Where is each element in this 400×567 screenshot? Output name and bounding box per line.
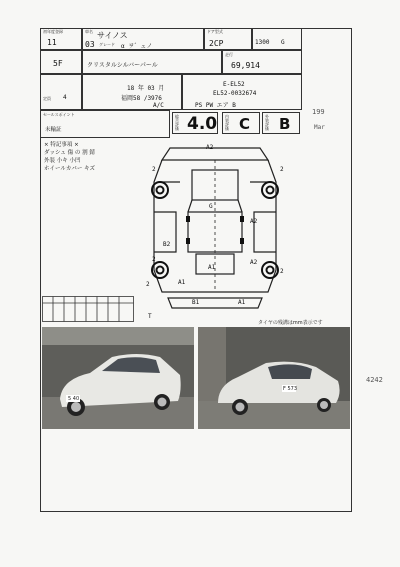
remark-line: ダッシュ 傷 の 割 錆: [44, 150, 95, 156]
damage-mark: A1: [178, 279, 186, 286]
remark-line: 外装 小キ 小凹: [44, 158, 81, 164]
margin-note: 4242: [366, 376, 383, 384]
exterior-score: B: [279, 115, 291, 133]
damage-mark: 2: [280, 166, 284, 173]
remarks-title: × 特記事項 ×: [44, 142, 79, 148]
seats-label: 定員: [43, 96, 51, 101]
exterior-score-label: 外装評価: [265, 114, 269, 131]
interior-score: C: [239, 115, 251, 133]
total-score-cell: [172, 112, 218, 134]
serial: EL52-0032674: [213, 90, 257, 97]
vehicle-name: サイノス: [97, 31, 128, 40]
rear-car-image: [198, 327, 350, 429]
damage-mark: 2: [280, 268, 284, 275]
seats-cell: [40, 74, 82, 110]
doors-cell: [204, 28, 252, 50]
exterior-score-cell: [262, 112, 300, 134]
sales-point-label: セールスポイント: [43, 112, 75, 117]
inspection: 18 年 03 月: [127, 85, 165, 92]
ac: A/C: [153, 102, 164, 109]
total-score: 4.0: [187, 114, 218, 134]
damage-mark: G: [209, 203, 213, 210]
mileage-cell: [222, 50, 302, 74]
damage-mark: B1: [192, 299, 200, 306]
body-color: クリスタルシルバーパール: [87, 62, 158, 69]
margin-note: Mar: [314, 124, 325, 131]
options: PS PW エア B: [195, 102, 236, 109]
damage-mark: B2: [163, 241, 171, 248]
rear-plate: F 573: [283, 386, 298, 392]
front-photo: [42, 327, 194, 429]
vehicle-name-label: 車名: [85, 29, 93, 34]
tire-tread-grid: [42, 296, 134, 322]
shift-cell: [40, 50, 82, 74]
displacement-cell: [252, 28, 302, 50]
damage-mark: 2: [152, 166, 156, 173]
chassis: E-EL52: [223, 81, 245, 88]
mileage: 69,914: [231, 61, 260, 70]
first-reg-label: 初年度登録: [43, 29, 63, 34]
vehicle-name-cell: [82, 28, 204, 50]
interior-score-label: 内装評価: [225, 114, 229, 131]
rear-photo: [198, 327, 350, 429]
sales-point: 未輸証: [45, 127, 62, 133]
fuel: G: [281, 39, 285, 46]
damage-mark: 2: [152, 256, 156, 263]
inspection-cell: [82, 74, 182, 110]
car-damage-diagram: [140, 142, 290, 310]
chassis-cell: [182, 74, 302, 110]
doors-value: 2CP: [209, 39, 224, 48]
total-score-label: 総合評価: [175, 114, 179, 131]
damage-mark: A2: [250, 259, 258, 266]
margin-note: 199: [312, 108, 325, 116]
first-reg-year: 11: [47, 38, 57, 47]
reg-no: 福岡58 /3976: [121, 95, 162, 102]
grade-value: α ヲ゛ュノ: [121, 43, 153, 50]
shift: 5F: [53, 59, 63, 68]
displacement: 1300: [255, 39, 270, 46]
first-reg-cell: [40, 28, 82, 50]
seats: 4: [63, 94, 67, 101]
tire-note: タイヤの残溝はmm表示です: [258, 320, 323, 326]
front-plate: 5 40: [68, 396, 80, 402]
model-year: 03: [85, 40, 95, 49]
interior-score-cell: [222, 112, 260, 134]
color-cell: [82, 50, 222, 74]
damage-mark: A1: [238, 299, 246, 306]
doors-label: ドア型式: [207, 29, 223, 34]
sales-point-cell: [40, 110, 170, 138]
damage-mark: 2: [146, 281, 150, 288]
mileage-label: 走行: [225, 52, 233, 57]
damage-mark: A2: [250, 218, 258, 225]
remark-line: ホイールカバー キズ: [44, 166, 96, 172]
grade-label: グレード: [99, 42, 115, 47]
damage-mark: T: [148, 313, 152, 320]
damage-mark: A2: [206, 144, 214, 151]
damage-mark: A1: [208, 264, 216, 271]
front-car-image: [42, 327, 194, 429]
